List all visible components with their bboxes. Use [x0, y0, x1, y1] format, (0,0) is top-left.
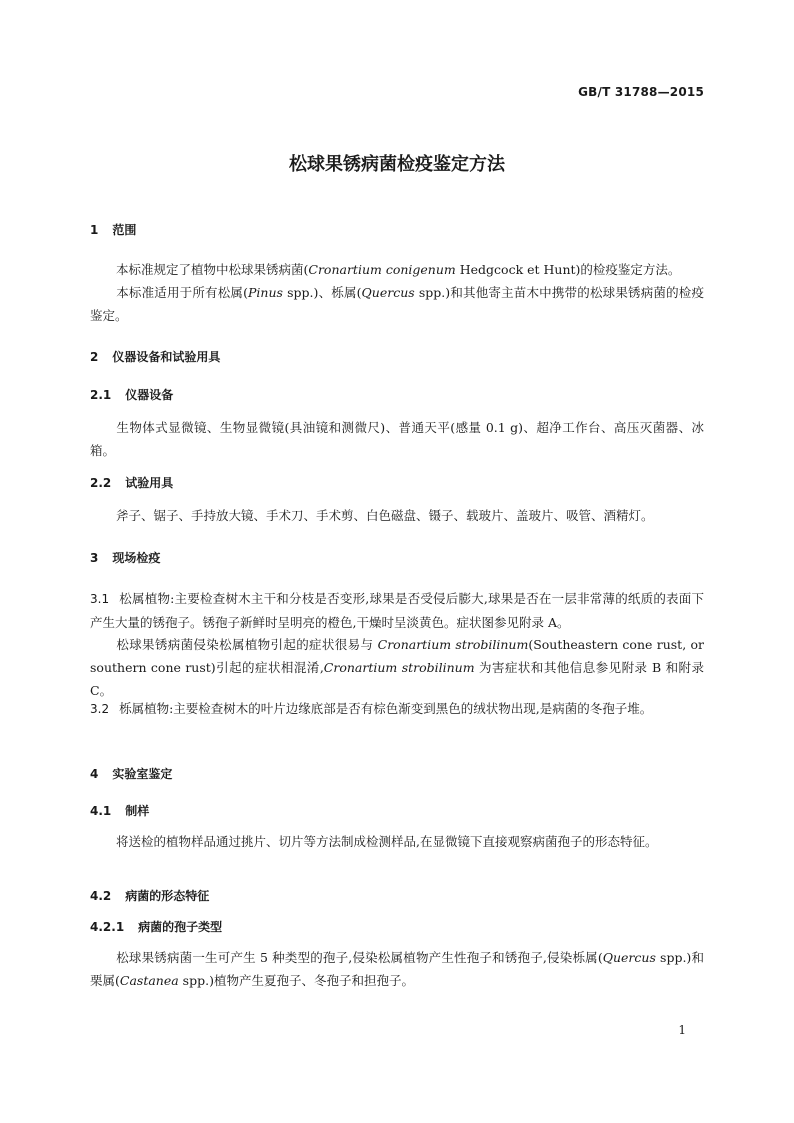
genus-name: Pinus — [248, 285, 283, 300]
genus-name: Quercus — [602, 950, 656, 965]
section-title: 范围 — [112, 223, 137, 237]
section-2-2-text: 斧子、锯子、手持放大镜、手术刀、手术剪、白色磁盘、镊子、载玻片、盖玻片、吸管、酒精灯。 — [116, 508, 654, 523]
section-4-2-1-text: 松球果锈病菌一生可产生 5 种类型的孢子,侵染松属植物产生性孢子和锈孢子,侵染栎属(Quercus spp.)和栗属(Castanea spp.)植物产生夏孢子、冬孢子和担孢子。 — [90, 950, 704, 988]
section-3-2-text: 3.2 栎属植物:主要检查树木的叶片边缘底部是否有棕色渐变到黑色的绒状物出现,是病菌的冬孢子堆。 — [90, 701, 653, 716]
section-4-heading: 4 实验室鉴定 — [90, 767, 173, 781]
section-2-2-heading: 2.2 试验用具 — [90, 476, 174, 490]
species-name: Cronartium conigenum — [308, 262, 456, 277]
genus-name: Quercus — [361, 285, 415, 300]
species-name: Cronartium strobilinum — [377, 637, 529, 652]
section-4-2-heading: 4.2 病菌的形态特征 — [90, 889, 210, 903]
section-3-heading: 3 现场检疫 — [90, 551, 161, 565]
section-2-1-text: 生物体式显微镜、生物显微镜(具油镜和测微尺)、普通天平(感量 0.1 g)、超净工作台、高压灭菌器、冰箱。 — [90, 420, 704, 458]
section-4-1-text: 将送检的植物样品通过挑片、切片等方法制成检测样品,在显微镜下直接观察病菌孢子的形态特征。 — [116, 834, 658, 849]
species-name: Cronartium strobilinum — [323, 660, 475, 675]
genus-name: Castanea — [119, 973, 179, 988]
section-2-1-heading: 2.1 仪器设备 — [90, 388, 174, 402]
section-1-paragraph-2: 本标准适用于所有松属(Pinus spp.)、栎属(Quercus spp.)和其他寄主苗木中携带的松球果锈病菌的检疫鉴定。 — [90, 285, 704, 323]
section-number: 1 — [90, 223, 99, 237]
section-4-2-1-heading: 4.2.1 病菌的孢子类型 — [90, 920, 223, 934]
document-title: 松球果锈病菌检疫鉴定方法 — [289, 154, 505, 175]
page-number: 1 — [678, 1023, 686, 1037]
section-3-1-text: 3.1 松属植物:主要检查树木主干和分枝是否变形,球果是否受侵后膨大,球果是否在一层非常薄的纸质的表面下产生大量的锈孢子。锈孢子新鲜时呈明亮的橙色,干燥时呈淡黄色。症状图参见附录 A。 — [90, 591, 704, 630]
standard-code: GB/T 31788—2015 — [578, 85, 704, 99]
section-3-paragraph-2: 松球果锈病菌侵染松属植物引起的症状很易与 Cronartium strobilinum(Southeastern cone rust, or southern cone rust)引起的症状相混淆,Cronartium strobilinum 为害症状和其他信息参见附录 B 和附录 C。 — [90, 637, 704, 698]
section-1-heading — [90, 221, 136, 238]
section-2-heading: 2 仪器设备和试验用具 — [90, 350, 221, 364]
section-1-paragraph-1: 本标准规定了植物中松球果锈病菌(Cronartium conigenum Hedgcock et Hunt)的检疫鉴定方法。 — [116, 262, 681, 277]
section-4-1-heading: 4.1 制样 — [90, 804, 150, 818]
